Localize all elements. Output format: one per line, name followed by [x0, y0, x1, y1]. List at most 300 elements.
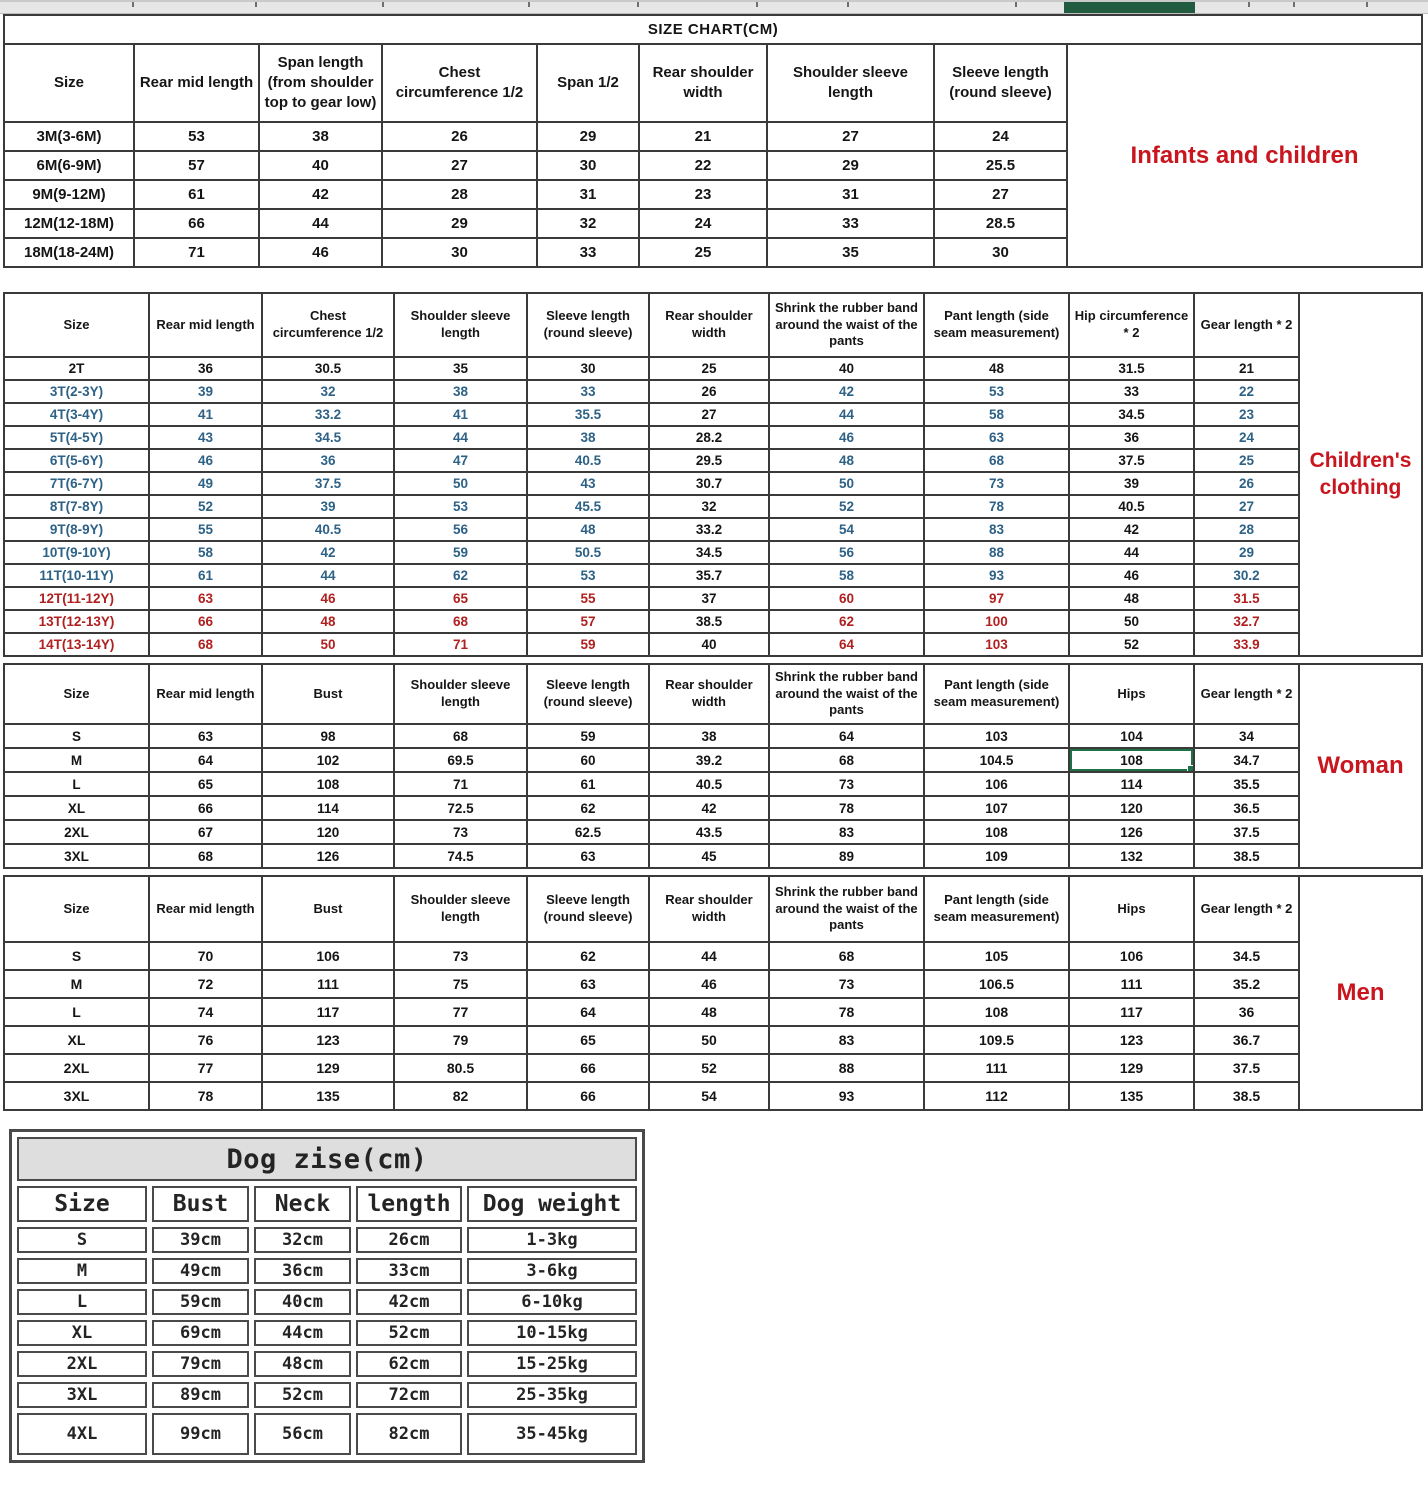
women-cell: 98: [262, 724, 394, 748]
children-cell: 54: [769, 518, 924, 541]
women-cell: 78: [769, 796, 924, 820]
women-cell: 71: [394, 772, 527, 796]
children-cell: 35: [394, 357, 527, 380]
children-cell: 27: [649, 403, 769, 426]
men-cell: 64: [527, 998, 649, 1026]
infants-cell: 24: [639, 209, 767, 238]
size-chart-sheet: [0, 14, 1428, 1463]
children-table-row: [4, 633, 1422, 656]
infants-cell: 30: [537, 151, 639, 180]
infants-cell: 21: [639, 122, 767, 151]
women-column-header: Rear mid length: [149, 664, 262, 724]
children-column-header: Gear length * 2: [1194, 293, 1299, 357]
men-cell: 82: [394, 1082, 527, 1110]
children-cell: 34.5: [649, 541, 769, 564]
children-column-header: Rear shoulder width: [649, 293, 769, 357]
women-cell: 36.5: [1194, 796, 1299, 820]
women-table-row: [4, 820, 1422, 844]
women-cell: 68: [149, 844, 262, 868]
column-divider-tick: [1015, 2, 1017, 7]
women-column-header: Shoulder sleeve length: [394, 664, 527, 724]
infants-cell: 44: [259, 209, 382, 238]
children-cell: 46: [262, 587, 394, 610]
children-cell: 23: [1194, 403, 1299, 426]
women-cell: 103: [924, 724, 1069, 748]
selected-column-header-highlight: [1064, 2, 1195, 13]
dog-cell: 82cm: [356, 1413, 462, 1455]
women-row-label: XL: [4, 796, 149, 820]
women-table-row: [4, 796, 1422, 820]
children-cell: 28.2: [649, 426, 769, 449]
men-column-header: Size: [4, 876, 149, 942]
infants-cell: 31: [537, 180, 639, 209]
infants-cell: 33: [537, 238, 639, 267]
women-cell: 40.5: [649, 772, 769, 796]
children-cell: 100: [924, 610, 1069, 633]
infants-cell: 71: [134, 238, 259, 267]
children-cell: 47: [394, 449, 527, 472]
children-cell: 33.2: [649, 518, 769, 541]
women-cell: 35.5: [1194, 772, 1299, 796]
children-cell: 39: [262, 495, 394, 518]
infants-cell: 31: [767, 180, 934, 209]
women-row-label: 3XL: [4, 844, 149, 868]
men-cell: 129: [262, 1054, 394, 1082]
women-row-label: 2XL: [4, 820, 149, 844]
infants-cell: 42: [259, 180, 382, 209]
men-table-row: [4, 1054, 1422, 1082]
women-cell: 109: [924, 844, 1069, 868]
children-cell: 64: [769, 633, 924, 656]
children-row-label: 2T: [4, 357, 149, 380]
column-divider-tick: [1293, 2, 1295, 7]
men-cell: 63: [527, 970, 649, 998]
children-table-row: [4, 564, 1422, 587]
men-column-header: Pant length (side seam measurement): [924, 876, 1069, 942]
children-cell: 33.9: [1194, 633, 1299, 656]
women-cell: 114: [262, 796, 394, 820]
men-cell: 73: [769, 970, 924, 998]
men-cell: 76: [149, 1026, 262, 1054]
men-cell: 106: [262, 942, 394, 970]
children-cell: 58: [149, 541, 262, 564]
dog-cell: 52cm: [356, 1320, 462, 1346]
dog-cell: 72cm: [356, 1382, 462, 1408]
children-cell: 32: [262, 380, 394, 403]
children-cell: 32.7: [1194, 610, 1299, 633]
children-cell: 37: [649, 587, 769, 610]
men-cell: 70: [149, 942, 262, 970]
men-cell: 78: [149, 1082, 262, 1110]
infants-cell: 24: [934, 122, 1067, 151]
dog-cell: 44cm: [254, 1320, 351, 1346]
children-cell: 48: [1069, 587, 1194, 610]
children-cell: 30.7: [649, 472, 769, 495]
children-column-header: Chest circumference 1/2: [262, 293, 394, 357]
women-cell: 67: [149, 820, 262, 844]
women-column-header: Hips: [1069, 664, 1194, 724]
infants-cell: 23: [639, 180, 767, 209]
infants-cell: 38: [259, 122, 382, 151]
children-cell: 26: [1194, 472, 1299, 495]
women-column-header: Pant length (side seam measurement): [924, 664, 1069, 724]
dog-table-row: [17, 1413, 637, 1455]
children-row-label: 12T(11-12Y): [4, 587, 149, 610]
infants-cell: 46: [259, 238, 382, 267]
infants-cell: 33: [767, 209, 934, 238]
children-cell: 29: [1194, 541, 1299, 564]
dog-row-label: S: [17, 1227, 147, 1253]
men-cell: 37.5: [1194, 1054, 1299, 1082]
infants-cell: 29: [537, 122, 639, 151]
children-cell: 103: [924, 633, 1069, 656]
children-cell: 21: [1194, 357, 1299, 380]
infants-cell: 28.5: [934, 209, 1067, 238]
dog-table-row: [17, 1227, 637, 1253]
women-cell: 68: [394, 724, 527, 748]
men-column-header: Bust: [262, 876, 394, 942]
children-cell: 45.5: [527, 495, 649, 518]
dog-cell: 32cm: [254, 1227, 351, 1253]
women-cell: 83: [769, 820, 924, 844]
women-cell: 89: [769, 844, 924, 868]
women-cell: 62: [527, 796, 649, 820]
dog-cell: 89cm: [152, 1382, 249, 1408]
children-cell: 56: [394, 518, 527, 541]
children-cell: 52: [769, 495, 924, 518]
infants-cell: 61: [134, 180, 259, 209]
children-cell: 34.5: [262, 426, 394, 449]
dog-cell: 15-25kg: [467, 1351, 637, 1377]
children-cell: 25: [1194, 449, 1299, 472]
children-table-row: [4, 426, 1422, 449]
infants-column-header: Rear mid length: [134, 44, 259, 122]
men-table-row: [4, 1026, 1422, 1054]
children-cell: 58: [924, 403, 1069, 426]
dog-column-header: Size: [17, 1186, 147, 1222]
children-cell: 46: [149, 449, 262, 472]
men-column-header: Sleeve length (round sleeve): [527, 876, 649, 942]
women-cell: 64: [149, 748, 262, 772]
children-row-label: 13T(12-13Y): [4, 610, 149, 633]
children-cell: 43: [527, 472, 649, 495]
dog-table-row: [17, 1258, 637, 1284]
women-row-label: S: [4, 724, 149, 748]
children-cell: 50: [1069, 610, 1194, 633]
dog-cell: 35-45kg: [467, 1413, 637, 1455]
dog-column-header: Bust: [152, 1186, 249, 1222]
children-row-label: 8T(7-8Y): [4, 495, 149, 518]
men-cell: 135: [1069, 1082, 1194, 1110]
children-cell: 93: [924, 564, 1069, 587]
dog-cell: 99cm: [152, 1413, 249, 1455]
women-column-header: Rear shoulder width: [649, 664, 769, 724]
infants-cell: 28: [382, 180, 537, 209]
men-cell: 62: [527, 942, 649, 970]
infants-cell: 57: [134, 151, 259, 180]
women-size-table: [3, 663, 1423, 869]
women-cell: 102: [262, 748, 394, 772]
children-row-label: 11T(10-11Y): [4, 564, 149, 587]
men-cell: 66: [527, 1054, 649, 1082]
children-cell: 22: [1194, 380, 1299, 403]
children-table-row: [4, 357, 1422, 380]
women-column-header: Size: [4, 664, 149, 724]
children-cell: 37.5: [262, 472, 394, 495]
men-row-label: XL: [4, 1026, 149, 1054]
children-cell: 63: [924, 426, 1069, 449]
men-table-row: [4, 942, 1422, 970]
women-cell: 74.5: [394, 844, 527, 868]
children-cell: 31.5: [1069, 357, 1194, 380]
children-column-header: Size: [4, 293, 149, 357]
children-cell: 59: [394, 541, 527, 564]
children-cell: 50: [769, 472, 924, 495]
infants-cell: 25.5: [934, 151, 1067, 180]
infants-cell: 29: [382, 209, 537, 238]
women-row-label: L: [4, 772, 149, 796]
men-cell: 117: [262, 998, 394, 1026]
dog-cell: 36cm: [254, 1258, 351, 1284]
children-cell: 36: [149, 357, 262, 380]
dog-cell: 52cm: [254, 1382, 351, 1408]
women-row-label: M: [4, 748, 149, 772]
children-cell: 62: [394, 564, 527, 587]
dog-row-label: XL: [17, 1320, 147, 1346]
men-row-label: 2XL: [4, 1054, 149, 1082]
children-cell: 88: [924, 541, 1069, 564]
infants-column-header: Rear shoulder width: [639, 44, 767, 122]
children-cell: 83: [924, 518, 1069, 541]
children-cell: 57: [527, 610, 649, 633]
men-row-label: 3XL: [4, 1082, 149, 1110]
children-cell: 49: [149, 472, 262, 495]
infants-cell: 27: [934, 180, 1067, 209]
column-divider-tick: [1366, 2, 1368, 7]
children-cell: 44: [262, 564, 394, 587]
women-cell: 59: [527, 724, 649, 748]
dog-column-header: length: [356, 1186, 462, 1222]
children-cell: 50.5: [527, 541, 649, 564]
dog-table-row: [17, 1351, 637, 1377]
children-cell: 26: [649, 380, 769, 403]
men-cell: 106.5: [924, 970, 1069, 998]
women-cell: 104: [1069, 724, 1194, 748]
women-cell: 73: [769, 772, 924, 796]
women-cell: 45: [649, 844, 769, 868]
children-column-header: Shoulder sleeve length: [394, 293, 527, 357]
women-cell: 38.5: [1194, 844, 1299, 868]
children-cell: 39: [149, 380, 262, 403]
women-cell: 60: [527, 748, 649, 772]
women-cell: 114: [1069, 772, 1194, 796]
women-cell: 72.5: [394, 796, 527, 820]
women-cell: 34.7: [1194, 748, 1299, 772]
children-cell: 27: [1194, 495, 1299, 518]
men-cell: 78: [769, 998, 924, 1026]
men-cell: 123: [1069, 1026, 1194, 1054]
children-cell: 36: [1069, 426, 1194, 449]
children-cell: 33.2: [262, 403, 394, 426]
infants-cell: 30: [382, 238, 537, 267]
column-divider-tick: [756, 2, 758, 7]
children-cell: 40.5: [527, 449, 649, 472]
men-cell: 66: [527, 1082, 649, 1110]
children-cell: 46: [769, 426, 924, 449]
children-cell: 68: [149, 633, 262, 656]
children-cell: 71: [394, 633, 527, 656]
men-cell: 123: [262, 1026, 394, 1054]
dog-cell: 25-35kg: [467, 1382, 637, 1408]
children-cell: 37.5: [1069, 449, 1194, 472]
men-cell: 50: [649, 1026, 769, 1054]
children-cell: 42: [262, 541, 394, 564]
men-cell: 65: [527, 1026, 649, 1054]
children-cell: 65: [394, 587, 527, 610]
children-cell: 38: [527, 426, 649, 449]
women-column-header: Sleeve length (round sleeve): [527, 664, 649, 724]
children-column-header: Rear mid length: [149, 293, 262, 357]
children-size-table: [3, 292, 1423, 657]
infants-cell: 30: [934, 238, 1067, 267]
infants-row-label: 6M(6-9M): [4, 151, 134, 180]
children-cell: 35.5: [527, 403, 649, 426]
infants-side-label: Infants and children: [1067, 44, 1422, 267]
men-table-row: [4, 1082, 1422, 1110]
children-cell: 44: [394, 426, 527, 449]
children-cell: 24: [1194, 426, 1299, 449]
men-cell: 36: [1194, 998, 1299, 1026]
infants-row-label: 3M(3-6M): [4, 122, 134, 151]
men-cell: 35.2: [1194, 970, 1299, 998]
men-cell: 129: [1069, 1054, 1194, 1082]
children-cell: 55: [527, 587, 649, 610]
women-column-header: Bust: [262, 664, 394, 724]
children-row-label: 5T(4-5Y): [4, 426, 149, 449]
children-cell: 30: [527, 357, 649, 380]
men-cell: 111: [1069, 970, 1194, 998]
infants-column-header: Sleeve length (round sleeve): [934, 44, 1067, 122]
men-column-header: Gear length * 2: [1194, 876, 1299, 942]
men-cell: 44: [649, 942, 769, 970]
dog-column-header: Neck: [254, 1186, 351, 1222]
children-side-label: Children's clothing: [1299, 293, 1422, 656]
dog-table-row: [17, 1320, 637, 1346]
men-table-row: [4, 998, 1422, 1026]
infants-column-header: Span length (from shoulder top to gear low): [259, 44, 382, 122]
children-column-header: Hip circumference * 2: [1069, 293, 1194, 357]
women-table-row: [4, 748, 1422, 772]
women-cell: 66: [149, 796, 262, 820]
children-cell: 28: [1194, 518, 1299, 541]
children-cell: 40.5: [262, 518, 394, 541]
dog-cell: 39cm: [152, 1227, 249, 1253]
children-cell: 39: [1069, 472, 1194, 495]
women-cell: 63: [149, 724, 262, 748]
spreadsheet-top-strip: [0, 0, 1428, 14]
women-table-row: [4, 844, 1422, 868]
column-divider-tick: [528, 2, 530, 7]
children-cell: 42: [1069, 518, 1194, 541]
men-cell: 83: [769, 1026, 924, 1054]
infants-cell: 32: [537, 209, 639, 238]
children-table-row: [4, 403, 1422, 426]
dog-cell: 49cm: [152, 1258, 249, 1284]
children-table-row: [4, 541, 1422, 564]
men-cell: 54: [649, 1082, 769, 1110]
women-cell: 126: [262, 844, 394, 868]
column-divider-tick: [382, 2, 384, 7]
dog-table-title: Dog zise(cm): [17, 1137, 637, 1181]
children-cell: 53: [924, 380, 1069, 403]
men-cell: 46: [649, 970, 769, 998]
women-cell: 42: [649, 796, 769, 820]
dog-size-table: [9, 1129, 645, 1463]
dog-row-label: 4XL: [17, 1413, 147, 1455]
dog-cell: 56cm: [254, 1413, 351, 1455]
children-table-row: [4, 472, 1422, 495]
children-column-header: Pant length (side seam measurement): [924, 293, 1069, 357]
infants-row-label: 12M(12-18M): [4, 209, 134, 238]
children-cell: 52: [149, 495, 262, 518]
dog-row-label: M: [17, 1258, 147, 1284]
children-cell: 48: [769, 449, 924, 472]
children-row-label: 9T(8-9Y): [4, 518, 149, 541]
children-table-row: [4, 610, 1422, 633]
infants-cell: 35: [767, 238, 934, 267]
children-cell: 52: [1069, 633, 1194, 656]
men-cell: 79: [394, 1026, 527, 1054]
infants-row-label: 18M(18-24M): [4, 238, 134, 267]
women-cell: 108: [924, 820, 1069, 844]
men-cell: 88: [769, 1054, 924, 1082]
women-cell: 38: [649, 724, 769, 748]
women-cell: 132: [1069, 844, 1194, 868]
children-cell: 61: [149, 564, 262, 587]
children-cell: 30.5: [262, 357, 394, 380]
dog-cell: 33cm: [356, 1258, 462, 1284]
children-cell: 44: [769, 403, 924, 426]
men-cell: 73: [394, 942, 527, 970]
women-cell: 106: [924, 772, 1069, 796]
children-cell: 68: [394, 610, 527, 633]
children-table-row: [4, 449, 1422, 472]
men-table-row: [4, 970, 1422, 998]
women-cell: 107: [924, 796, 1069, 820]
children-row-label: 10T(9-10Y): [4, 541, 149, 564]
column-divider-tick: [255, 2, 257, 7]
column-divider-tick: [847, 2, 849, 7]
women-cell: 64: [769, 724, 924, 748]
infants-column-header: Span 1/2: [537, 44, 639, 122]
men-cell: 77: [394, 998, 527, 1026]
men-column-header: Rear shoulder width: [649, 876, 769, 942]
infants-cell: 22: [639, 151, 767, 180]
children-cell: 34.5: [1069, 403, 1194, 426]
children-cell: 38: [394, 380, 527, 403]
children-row-label: 3T(2-3Y): [4, 380, 149, 403]
men-column-header: Shrink the rubber band around the waist of the pants: [769, 876, 924, 942]
children-cell: 50: [394, 472, 527, 495]
children-cell: 30.2: [1194, 564, 1299, 587]
men-cell: 111: [262, 970, 394, 998]
women-cell: 68: [769, 748, 924, 772]
women-cell: 61: [527, 772, 649, 796]
dog-row-label: L: [17, 1289, 147, 1315]
children-cell: 62: [769, 610, 924, 633]
men-cell: 108: [924, 998, 1069, 1026]
men-row-label: L: [4, 998, 149, 1026]
